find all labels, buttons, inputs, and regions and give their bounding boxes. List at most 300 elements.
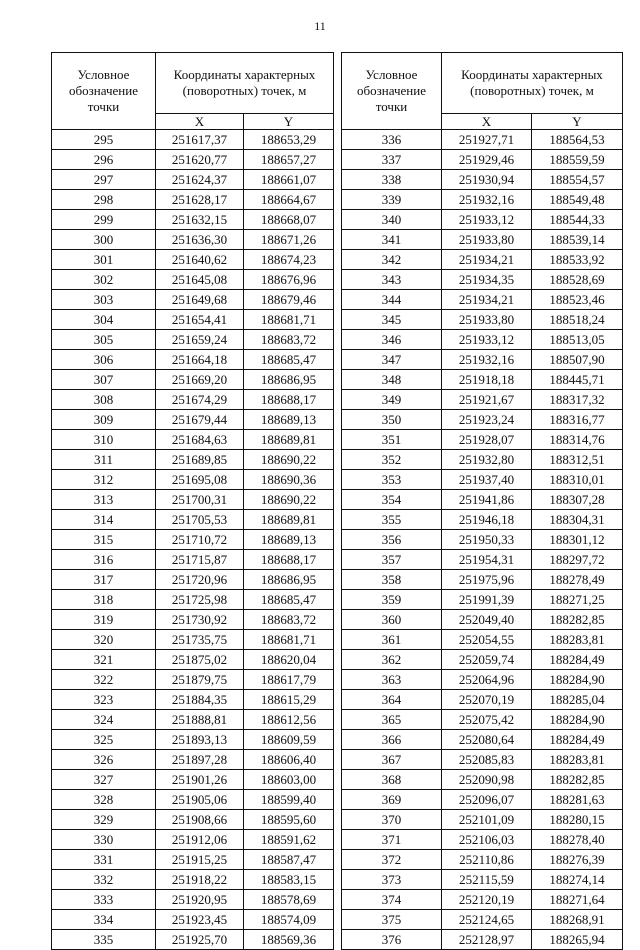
table-row: [342, 530, 623, 550]
y-coordinate-cell: 188285,04: [532, 690, 623, 710]
y-coordinate-cell: 188276,39: [532, 850, 623, 870]
point-id-cell: 367: [342, 750, 442, 770]
point-id-cell: 334: [52, 910, 156, 930]
point-id-cell: 375: [342, 910, 442, 930]
x-coordinate-cell: 251918,18: [442, 370, 532, 390]
table-row: [342, 190, 623, 210]
x-coordinate-cell: 251901,26: [156, 770, 244, 790]
y-coordinate-cell: 188664,67: [244, 190, 334, 210]
y-coordinate-cell: 188533,92: [532, 250, 623, 270]
y-coordinate-cell: 188674,23: [244, 250, 334, 270]
table-row: [342, 770, 623, 790]
table-row: [342, 330, 623, 350]
x-coordinate-cell: 251705,53: [156, 510, 244, 530]
y-coordinate-cell: 188518,24: [532, 310, 623, 330]
point-id-cell: 322: [52, 670, 156, 690]
x-coordinate-cell: 251928,07: [442, 430, 532, 450]
y-coordinate-cell: 188690,22: [244, 490, 334, 510]
point-id-cell: 305: [52, 330, 156, 350]
y-coordinate-cell: 188314,76: [532, 430, 623, 450]
x-coordinate-cell: 251912,06: [156, 830, 244, 850]
point-id-cell: 347: [342, 350, 442, 370]
table-row: [342, 370, 623, 390]
table-row: [342, 490, 623, 510]
y-coordinate-cell: 188685,47: [244, 350, 334, 370]
point-id-cell: 355: [342, 510, 442, 530]
point-id-cell: 342: [342, 250, 442, 270]
point-id-cell: 363: [342, 670, 442, 690]
point-id-cell: 348: [342, 370, 442, 390]
coordinates-table-left-body: [52, 130, 334, 950]
x-coordinate-cell: 251933,12: [442, 330, 532, 350]
table-row: [52, 330, 334, 350]
y-coordinate-cell: 188685,47: [244, 590, 334, 610]
x-coordinate-cell: 252085,83: [442, 750, 532, 770]
x-coordinate-cell: 252049,40: [442, 610, 532, 630]
table-row: [52, 590, 334, 610]
table-row: [52, 850, 334, 870]
point-id-cell: 341: [342, 230, 442, 250]
x-coordinate-cell: 251695,08: [156, 470, 244, 490]
y-coordinate-cell: 188609,59: [244, 730, 334, 750]
x-coordinate-cell: 251923,24: [442, 410, 532, 430]
table-row: [342, 390, 623, 410]
table-row: [52, 790, 334, 810]
x-coordinate-cell: 251735,75: [156, 630, 244, 650]
y-coordinate-cell: 188297,72: [532, 550, 623, 570]
x-coordinate-cell: 252110,86: [442, 850, 532, 870]
table-row: [342, 430, 623, 450]
table-row: [52, 890, 334, 910]
point-id-cell: 313: [52, 490, 156, 510]
x-coordinate-cell: 251888,81: [156, 710, 244, 730]
table-row: [52, 830, 334, 850]
y-coordinate-cell: 188690,36: [244, 470, 334, 490]
y-coordinate-cell: 188274,14: [532, 870, 623, 890]
x-coordinate-cell: 251710,72: [156, 530, 244, 550]
y-coordinate-cell: 188686,95: [244, 370, 334, 390]
y-coordinate-cell: 188278,49: [532, 570, 623, 590]
point-id-cell: 332: [52, 870, 156, 890]
y-coordinate-cell: 188265,94: [532, 930, 623, 950]
point-id-cell: 340: [342, 210, 442, 230]
table-row: [342, 150, 623, 170]
point-id-cell: 319: [52, 610, 156, 630]
table-row: [342, 230, 623, 250]
x-coordinate-cell: 251930,94: [442, 170, 532, 190]
x-coordinate-cell: 251941,86: [442, 490, 532, 510]
point-id-cell: 351: [342, 430, 442, 450]
point-id-cell: 337: [342, 150, 442, 170]
y-coordinate-cell: 188316,77: [532, 410, 623, 430]
x-coordinate-cell: 251628,17: [156, 190, 244, 210]
x-coordinate-cell: 252106,03: [442, 830, 532, 850]
point-id-cell: 307: [52, 370, 156, 390]
x-coordinate-cell: 251679,44: [156, 410, 244, 430]
x-coordinate-cell: 251975,96: [442, 570, 532, 590]
x-coordinate-cell: 251879,75: [156, 670, 244, 690]
y-coordinate-cell: 188578,69: [244, 890, 334, 910]
point-id-cell: 302: [52, 270, 156, 290]
table-row: [52, 270, 334, 290]
y-coordinate-cell: 188689,13: [244, 530, 334, 550]
y-coordinate-cell: 188683,72: [244, 610, 334, 630]
y-coordinate-cell: 188549,48: [532, 190, 623, 210]
point-id-cell: 346: [342, 330, 442, 350]
point-id-cell: 303: [52, 290, 156, 310]
table-row: [52, 650, 334, 670]
y-coordinate-cell: 188284,49: [532, 730, 623, 750]
x-coordinate-cell: 251950,33: [442, 530, 532, 550]
x-coordinate-cell: 252124,65: [442, 910, 532, 930]
point-id-cell: 374: [342, 890, 442, 910]
y-coordinate-cell: 188620,04: [244, 650, 334, 670]
point-id-cell: 344: [342, 290, 442, 310]
x-coordinate-cell: 251932,16: [442, 190, 532, 210]
table-row: [342, 810, 623, 830]
x-coordinate-cell: 251700,31: [156, 490, 244, 510]
table-row: [342, 890, 623, 910]
y-coordinate-cell: 188671,26: [244, 230, 334, 250]
point-id-cell: 359: [342, 590, 442, 610]
y-coordinate-cell: 188284,49: [532, 650, 623, 670]
x-coordinate-cell: 251905,06: [156, 790, 244, 810]
table-row: [342, 310, 623, 330]
y-coordinate-cell: 188587,47: [244, 850, 334, 870]
x-coordinate-cell: 252075,42: [442, 710, 532, 730]
point-id-cell: 311: [52, 450, 156, 470]
x-coordinate-cell: 251636,30: [156, 230, 244, 250]
y-coordinate-cell: 188617,79: [244, 670, 334, 690]
y-coordinate-cell: 188544,33: [532, 210, 623, 230]
table-row: [342, 750, 623, 770]
y-coordinate-cell: 188539,14: [532, 230, 623, 250]
y-coordinate-cell: 188657,27: [244, 150, 334, 170]
x-coordinate-cell: 251725,98: [156, 590, 244, 610]
point-id-cell: 366: [342, 730, 442, 750]
y-coordinate-cell: 188574,09: [244, 910, 334, 930]
y-coordinate-cell: 188688,17: [244, 390, 334, 410]
point-id-cell: 350: [342, 410, 442, 430]
x-coordinate-cell: 251934,21: [442, 290, 532, 310]
point-id-cell: 300: [52, 230, 156, 250]
table-row: [52, 290, 334, 310]
point-id-cell: 354: [342, 490, 442, 510]
point-id-cell: 360: [342, 610, 442, 630]
table-row: [342, 610, 623, 630]
point-id-cell: 309: [52, 410, 156, 430]
table-row: [52, 210, 334, 230]
x-coordinate-cell: 251918,22: [156, 870, 244, 890]
y-coordinate-cell: 188281,63: [532, 790, 623, 810]
table-row: [52, 350, 334, 370]
y-coordinate-cell: 188528,69: [532, 270, 623, 290]
y-coordinate-cell: 188312,51: [532, 450, 623, 470]
table-row: [52, 230, 334, 250]
table-row: [342, 570, 623, 590]
x-coordinate-cell: 252115,59: [442, 870, 532, 890]
y-coordinate-cell: 188278,40: [532, 830, 623, 850]
table-row: [342, 730, 623, 750]
coordinates-table-left: [51, 52, 334, 950]
x-coordinate-cell: 251991,39: [442, 590, 532, 610]
table-row: [52, 190, 334, 210]
x-coordinate-cell: 251933,12: [442, 210, 532, 230]
table-row: [342, 210, 623, 230]
table-row: [52, 390, 334, 410]
point-id-cell: 318: [52, 590, 156, 610]
x-coordinate-cell: 252120,19: [442, 890, 532, 910]
x-coordinate-cell: 251730,92: [156, 610, 244, 630]
y-coordinate-cell: 188284,90: [532, 710, 623, 730]
y-coordinate-cell: 188271,64: [532, 890, 623, 910]
y-coordinate-cell: 188554,57: [532, 170, 623, 190]
y-coordinate-cell: 188690,22: [244, 450, 334, 470]
table-row: [342, 830, 623, 850]
y-coordinate-cell: 188268,91: [532, 910, 623, 930]
x-coordinate-cell: 252070,19: [442, 690, 532, 710]
point-id-cell: 301: [52, 250, 156, 270]
table-row: [52, 530, 334, 550]
table-row: [52, 170, 334, 190]
y-coordinate-cell: 188564,53: [532, 130, 623, 150]
point-id-cell: 338: [342, 170, 442, 190]
table-row: [52, 870, 334, 890]
point-id-cell: 361: [342, 630, 442, 650]
coordinates-table-right-body: [342, 130, 623, 950]
x-column-header: X: [156, 114, 244, 130]
table-row: [342, 850, 623, 870]
table-row: [342, 650, 623, 670]
point-id-cell: 376: [342, 930, 442, 950]
table-row: [52, 750, 334, 770]
point-id-cell: 339: [342, 190, 442, 210]
x-coordinate-cell: 252096,07: [442, 790, 532, 810]
x-coordinate-cell: 251617,37: [156, 130, 244, 150]
point-id-cell: 336: [342, 130, 442, 150]
y-coordinate-cell: 188683,72: [244, 330, 334, 350]
point-id-cell: 358: [342, 570, 442, 590]
y-coordinate-cell: 188569,36: [244, 930, 334, 950]
x-coordinate-cell: 251654,41: [156, 310, 244, 330]
point-id-cell: 308: [52, 390, 156, 410]
x-coordinate-cell: 251932,16: [442, 350, 532, 370]
table-row: [52, 810, 334, 830]
y-coordinate-cell: 188599,40: [244, 790, 334, 810]
table-row: [342, 470, 623, 490]
table-row: [342, 550, 623, 570]
y-coordinate-cell: 188591,62: [244, 830, 334, 850]
y-coordinate-cell: 188603,00: [244, 770, 334, 790]
x-coordinate-cell: 251632,15: [156, 210, 244, 230]
y-coordinate-cell: 188282,85: [532, 610, 623, 630]
y-coordinate-cell: 188310,01: [532, 470, 623, 490]
table-row: [342, 930, 623, 950]
y-coordinate-cell: 188606,40: [244, 750, 334, 770]
table-row: [52, 410, 334, 430]
table-row: [52, 490, 334, 510]
x-coordinate-cell: 251659,24: [156, 330, 244, 350]
point-id-cell: 371: [342, 830, 442, 850]
x-coordinate-cell: 251933,80: [442, 310, 532, 330]
table-row: [52, 770, 334, 790]
table-row: [52, 670, 334, 690]
x-coordinate-cell: 251929,46: [442, 150, 532, 170]
y-coordinate-cell: 188689,81: [244, 430, 334, 450]
point-id-cell: 304: [52, 310, 156, 330]
table-row: [342, 170, 623, 190]
point-id-cell: 323: [52, 690, 156, 710]
point-id-cell: 352: [342, 450, 442, 470]
point-id-cell: 310: [52, 430, 156, 450]
x-coordinate-cell: 252080,64: [442, 730, 532, 750]
table-row: [52, 430, 334, 450]
y-column-header: Y: [532, 114, 623, 130]
x-coordinate-cell: 251649,68: [156, 290, 244, 310]
point-id-cell: 296: [52, 150, 156, 170]
x-coordinate-cell: 251934,21: [442, 250, 532, 270]
table-row: [52, 690, 334, 710]
x-coordinate-cell: 251920,95: [156, 890, 244, 910]
x-coordinate-cell: 251893,13: [156, 730, 244, 750]
y-coordinate-cell: 188686,95: [244, 570, 334, 590]
coordinates-header: Координаты характерных (поворотных) точек, м: [442, 53, 623, 114]
point-id-cell: 362: [342, 650, 442, 670]
point-id-cell: 312: [52, 470, 156, 490]
table-row: [342, 510, 623, 530]
point-designation-header: Условное обозначение точки: [342, 53, 442, 130]
table-row: [52, 710, 334, 730]
x-coordinate-cell: 252101,09: [442, 810, 532, 830]
y-coordinate-cell: 188679,46: [244, 290, 334, 310]
x-column-header: X: [442, 114, 532, 130]
table-row: [52, 570, 334, 590]
table-row: [342, 350, 623, 370]
point-id-cell: 349: [342, 390, 442, 410]
y-coordinate-cell: 188523,46: [532, 290, 623, 310]
point-id-cell: 317: [52, 570, 156, 590]
point-id-cell: 357: [342, 550, 442, 570]
page-number: 11: [314, 19, 326, 33]
x-coordinate-cell: 251921,67: [442, 390, 532, 410]
x-coordinate-cell: 251908,66: [156, 810, 244, 830]
x-coordinate-cell: 251927,71: [442, 130, 532, 150]
table-row: [52, 510, 334, 530]
x-coordinate-cell: 251689,85: [156, 450, 244, 470]
point-id-cell: 306: [52, 350, 156, 370]
y-coordinate-cell: 188653,29: [244, 130, 334, 150]
y-coordinate-cell: 188301,12: [532, 530, 623, 550]
x-coordinate-cell: 251715,87: [156, 550, 244, 570]
point-id-cell: 343: [342, 270, 442, 290]
point-id-cell: 315: [52, 530, 156, 550]
x-coordinate-cell: 251897,28: [156, 750, 244, 770]
x-coordinate-cell: 251684,63: [156, 430, 244, 450]
x-coordinate-cell: 251925,70: [156, 930, 244, 950]
point-id-cell: 372: [342, 850, 442, 870]
y-coordinate-cell: 188307,28: [532, 490, 623, 510]
table-row: [342, 250, 623, 270]
table-row: [342, 910, 623, 930]
point-id-cell: 373: [342, 870, 442, 890]
table-row: [342, 590, 623, 610]
table-row: [52, 630, 334, 650]
point-id-cell: 316: [52, 550, 156, 570]
table-row: [52, 470, 334, 490]
table-row: [342, 870, 623, 890]
y-coordinate-cell: 188688,17: [244, 550, 334, 570]
table-row: [52, 370, 334, 390]
table-row: [342, 290, 623, 310]
table-row: [52, 450, 334, 470]
point-id-cell: 330: [52, 830, 156, 850]
table-row: [342, 410, 623, 430]
y-coordinate-cell: 188507,90: [532, 350, 623, 370]
y-column-header: Y: [244, 114, 334, 130]
table-row: [342, 270, 623, 290]
table-row: [52, 130, 334, 150]
y-coordinate-cell: 188612,56: [244, 710, 334, 730]
point-id-cell: 295: [52, 130, 156, 150]
x-coordinate-cell: 251923,45: [156, 910, 244, 930]
y-coordinate-cell: 188689,13: [244, 410, 334, 430]
x-coordinate-cell: 251669,20: [156, 370, 244, 390]
y-coordinate-cell: 188284,90: [532, 670, 623, 690]
y-coordinate-cell: 188676,96: [244, 270, 334, 290]
y-coordinate-cell: 188445,71: [532, 370, 623, 390]
y-coordinate-cell: 188317,32: [532, 390, 623, 410]
x-coordinate-cell: 251664,18: [156, 350, 244, 370]
table-row: [52, 730, 334, 750]
point-id-cell: 297: [52, 170, 156, 190]
point-id-cell: 327: [52, 770, 156, 790]
table-row: [52, 550, 334, 570]
table-row: [52, 250, 334, 270]
table-row: [52, 930, 334, 950]
y-coordinate-cell: 188689,81: [244, 510, 334, 530]
x-coordinate-cell: 251884,35: [156, 690, 244, 710]
x-coordinate-cell: 251720,96: [156, 570, 244, 590]
y-coordinate-cell: 188283,81: [532, 630, 623, 650]
x-coordinate-cell: 251640,62: [156, 250, 244, 270]
table-row: [342, 630, 623, 650]
table-row: [342, 450, 623, 470]
y-coordinate-cell: 188583,15: [244, 870, 334, 890]
x-coordinate-cell: 251946,18: [442, 510, 532, 530]
y-coordinate-cell: 188681,71: [244, 310, 334, 330]
y-coordinate-cell: 188681,71: [244, 630, 334, 650]
y-coordinate-cell: 188280,15: [532, 810, 623, 830]
y-coordinate-cell: 188271,25: [532, 590, 623, 610]
x-coordinate-cell: 251674,29: [156, 390, 244, 410]
table-row: [52, 150, 334, 170]
point-designation-header: Условное обозначение точки: [52, 53, 156, 130]
x-coordinate-cell: 251915,25: [156, 850, 244, 870]
point-id-cell: 345: [342, 310, 442, 330]
table-row: [342, 130, 623, 150]
x-coordinate-cell: 252064,96: [442, 670, 532, 690]
table-row: [52, 910, 334, 930]
coordinates-table-right: [341, 52, 623, 950]
y-coordinate-cell: 188668,07: [244, 210, 334, 230]
point-id-cell: 365: [342, 710, 442, 730]
x-coordinate-cell: 251875,02: [156, 650, 244, 670]
y-coordinate-cell: 188661,07: [244, 170, 334, 190]
point-id-cell: 324: [52, 710, 156, 730]
x-coordinate-cell: 251620,77: [156, 150, 244, 170]
point-id-cell: 325: [52, 730, 156, 750]
x-coordinate-cell: 252128,97: [442, 930, 532, 950]
